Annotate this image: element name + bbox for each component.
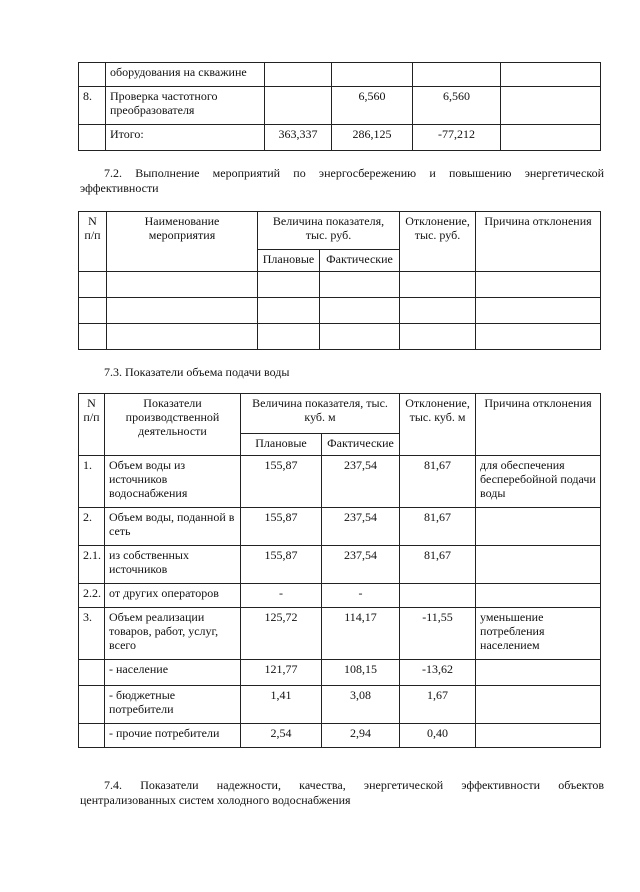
row-num (79, 724, 105, 748)
col-header-reason: Причина отклонения (476, 394, 601, 456)
table-row (79, 584, 601, 608)
row-deviation (400, 584, 476, 608)
row-reason (476, 660, 601, 686)
col-header-deviation: Отклонение, тыс. куб. м (400, 394, 476, 456)
row-deviation: 1,67 (400, 686, 476, 724)
col-header-num: N п/п (79, 212, 107, 272)
table-row (79, 660, 601, 686)
row-deviation: 81,67 (400, 546, 476, 584)
row-name: Объем воды, поданной в сеть (105, 508, 241, 546)
row-num: 2.1. (79, 546, 105, 584)
row-reason (476, 546, 601, 584)
row-actual: 3,08 (322, 686, 400, 724)
row-num (79, 63, 106, 87)
row-num (79, 686, 105, 724)
col-header-deviation: Отклонение, тыс. руб. (400, 212, 476, 272)
row-name: Объем реализации товаров, работ, услуг, всего (105, 608, 241, 660)
row-name: Итого: (106, 125, 265, 151)
col-header-planned: Плановые (241, 434, 322, 456)
col-header-reason: Причина отклонения (476, 212, 601, 272)
row-deviation: -13,62 (400, 660, 476, 686)
table-row (79, 272, 601, 298)
section-7-3-heading: 7.3. Показатели объема подачи воды (104, 365, 290, 379)
row-name: - население (105, 660, 241, 686)
row-planned: 121,77 (241, 660, 322, 686)
col-header-value: Величина показателя, тыс. руб. (258, 212, 400, 250)
table-row (79, 508, 601, 546)
table-row: Итого: 363,337 286,125 -77,212 (79, 125, 601, 151)
row-num: 2. (79, 508, 105, 546)
table-row (79, 546, 601, 584)
row-deviation: -11,55 (400, 608, 476, 660)
row-actual: 2,94 (322, 724, 400, 748)
row-name: Объем воды из источников водоснабжения (105, 456, 241, 508)
table-7-2 (78, 211, 601, 350)
row-actual: 237,54 (322, 508, 400, 546)
row-reason (476, 584, 601, 608)
row-reason: для обеспечения бесперебойной подачи воды (476, 456, 601, 508)
col-header-name: Наименование мероприятия (107, 212, 258, 272)
row-planned: 125,72 (241, 608, 322, 660)
row-num (79, 660, 105, 686)
row-actual: 114,17 (322, 608, 400, 660)
col-header-actual: Фактические (320, 250, 400, 272)
table-row (79, 608, 601, 660)
row-reason (476, 724, 601, 748)
table-row (79, 324, 601, 350)
row-num (79, 125, 106, 151)
row-name: - бюджетные потребители (105, 686, 241, 724)
row-name: - прочие потребители (105, 724, 241, 748)
row-num: 3. (79, 608, 105, 660)
row-planned: 155,87 (241, 508, 322, 546)
row-actual: - (322, 584, 400, 608)
table-row (79, 63, 601, 87)
table-row (79, 298, 601, 324)
row-reason: уменьшение потребления населением (476, 608, 601, 660)
table-row (79, 724, 601, 748)
table-header-row (79, 394, 601, 434)
row-deviation: 81,67 (400, 508, 476, 546)
col-header-actual: Фактические (322, 434, 400, 456)
table-top (78, 62, 601, 151)
row-reason (476, 686, 601, 724)
row-actual: 237,54 (322, 456, 400, 508)
row-planned: 2,54 (241, 724, 322, 748)
row-name: оборудования на скважине (106, 63, 265, 87)
row-deviation: 0,40 (400, 724, 476, 748)
col-header-planned: Плановые (258, 250, 320, 272)
table-row: 8. Проверка частотного преобразователя 6,560 6,560 (79, 87, 601, 125)
table-row (79, 456, 601, 508)
row-planned: 155,87 (241, 546, 322, 584)
row-deviation: 81,67 (400, 456, 476, 508)
col-header-name: Показатели производственной деятельности (105, 394, 241, 456)
row-planned: - (241, 584, 322, 608)
col-header-value: Величина показателя, тыс. куб. м (241, 394, 400, 434)
row-actual: 108,15 (322, 660, 400, 686)
section-7-4-heading: 7.4. Показатели надежности, качества, энергетической эффективности объектов централизованных систем холодного водоснабжения (80, 778, 604, 807)
row-name: из собственных источников (105, 546, 241, 584)
table-header-row (79, 212, 601, 250)
row-actual: 237,54 (322, 546, 400, 584)
row-name: Проверка частотного преобразователя (106, 87, 265, 125)
row-planned: 155,87 (241, 456, 322, 508)
row-planned: 1,41 (241, 686, 322, 724)
col-header-num: N п/п (79, 394, 105, 456)
row-num: 1. (79, 456, 105, 508)
table-row (79, 686, 601, 724)
row-reason (476, 508, 601, 546)
row-num: 2.2. (79, 584, 105, 608)
table-7-3 (78, 393, 601, 748)
row-num: 8. (79, 87, 106, 125)
row-name: от других операторов (105, 584, 241, 608)
section-7-2-heading: 7.2. Выполнение мероприятий по энергосбережению и повышению энергетической эффективности (80, 166, 604, 195)
